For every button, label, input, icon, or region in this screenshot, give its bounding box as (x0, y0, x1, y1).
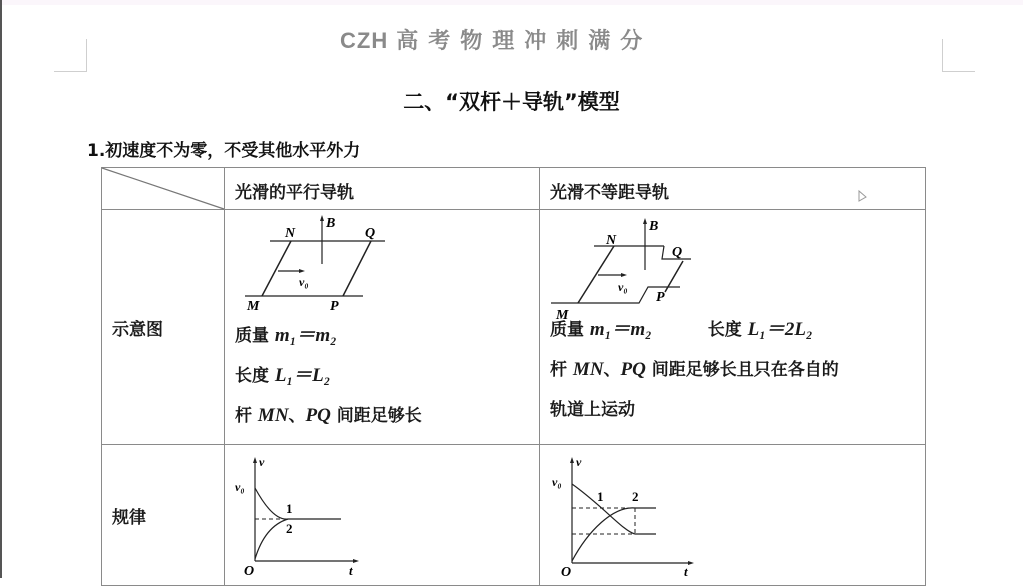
svg-text:v₀: v₀ (235, 480, 245, 494)
parallel-graph-cell (225, 445, 540, 586)
svg-text:v: v (259, 455, 265, 469)
svg-text:N: N (285, 226, 296, 241)
margin-corner-mark-left (54, 39, 87, 72)
column-header-parallel: 光滑的平行导轨 (225, 168, 540, 210)
svg-text:v₀: v₀ (552, 475, 562, 489)
condition-mass: 质量 m₁＝m₂ (235, 325, 337, 346)
parallel-rail-diagram (235, 214, 415, 314)
header-corner-cell (102, 168, 225, 210)
svg-text:1: 1 (286, 501, 293, 516)
svg-text:P: P (656, 290, 665, 305)
svg-text:t: t (349, 563, 353, 578)
section-heading: 1.初速度不为零，不受其他水平外力 (87, 141, 361, 161)
svg-text:M: M (247, 299, 260, 314)
unequal-rail-diagram (548, 214, 718, 323)
unequal-graph-cell (540, 445, 926, 586)
window-top-strip (0, 0, 1023, 5)
condition-mass-length: 质量 m₁＝m₂ 长度 L₁＝2L₂ (550, 319, 813, 340)
page-title: 二、“双杆＋导轨”模型 (403, 90, 620, 114)
svg-text:t: t (684, 564, 688, 579)
parallel-vt-graph (233, 451, 373, 579)
unequal-rail-cell (540, 210, 926, 445)
svg-text:2: 2 (632, 489, 639, 504)
condition-distance: 杆 MN、PQ 间距足够长 (235, 405, 422, 426)
margin-corner-mark-right (942, 39, 975, 72)
page-header (340, 24, 700, 54)
unequal-vt-graph (548, 451, 708, 580)
svg-text:2: 2 (286, 521, 293, 536)
svg-text:N: N (606, 233, 617, 248)
mouse-cursor-icon (858, 190, 868, 204)
svg-text:v₀: v₀ (299, 275, 309, 289)
header-slogan: 高考物理冲刺满分 (396, 28, 653, 54)
svg-text:1: 1 (597, 489, 604, 504)
svg-text:O: O (561, 565, 572, 580)
table-row-diagram (102, 210, 926, 445)
label-B: B (326, 216, 336, 231)
table-row-rule (102, 445, 926, 586)
model-table (101, 167, 926, 586)
row-label-cell (102, 445, 225, 586)
row-label-cell (102, 210, 225, 445)
svg-text:O: O (244, 564, 255, 579)
header-brand: CZH (340, 28, 389, 53)
row-label-rule: 规律 (112, 507, 146, 528)
svg-text:P: P (330, 299, 339, 314)
condition-track: 轨道上运动 (550, 400, 635, 420)
svg-text:M: M (556, 308, 569, 323)
unequal-conditions (540, 310, 925, 430)
svg-text:v: v (576, 455, 582, 469)
diagonal-divider (102, 168, 224, 209)
table-header-row (102, 168, 926, 210)
parallel-conditions (225, 316, 539, 436)
svg-text:Q: Q (672, 245, 683, 260)
parallel-rail-cell (225, 210, 540, 445)
row-label-diagram: 示意图 (112, 319, 163, 340)
svg-text:Q: Q (365, 226, 376, 241)
condition-length: 长度 L₁＝L₂ (235, 365, 331, 386)
condition-distance: 杆 MN、PQ 间距足够长且只在各自的 (550, 359, 839, 380)
svg-text:v₀: v₀ (618, 280, 628, 294)
svg-text:B: B (649, 219, 659, 234)
column-header-unequal: 光滑不等距导轨 (540, 168, 926, 210)
